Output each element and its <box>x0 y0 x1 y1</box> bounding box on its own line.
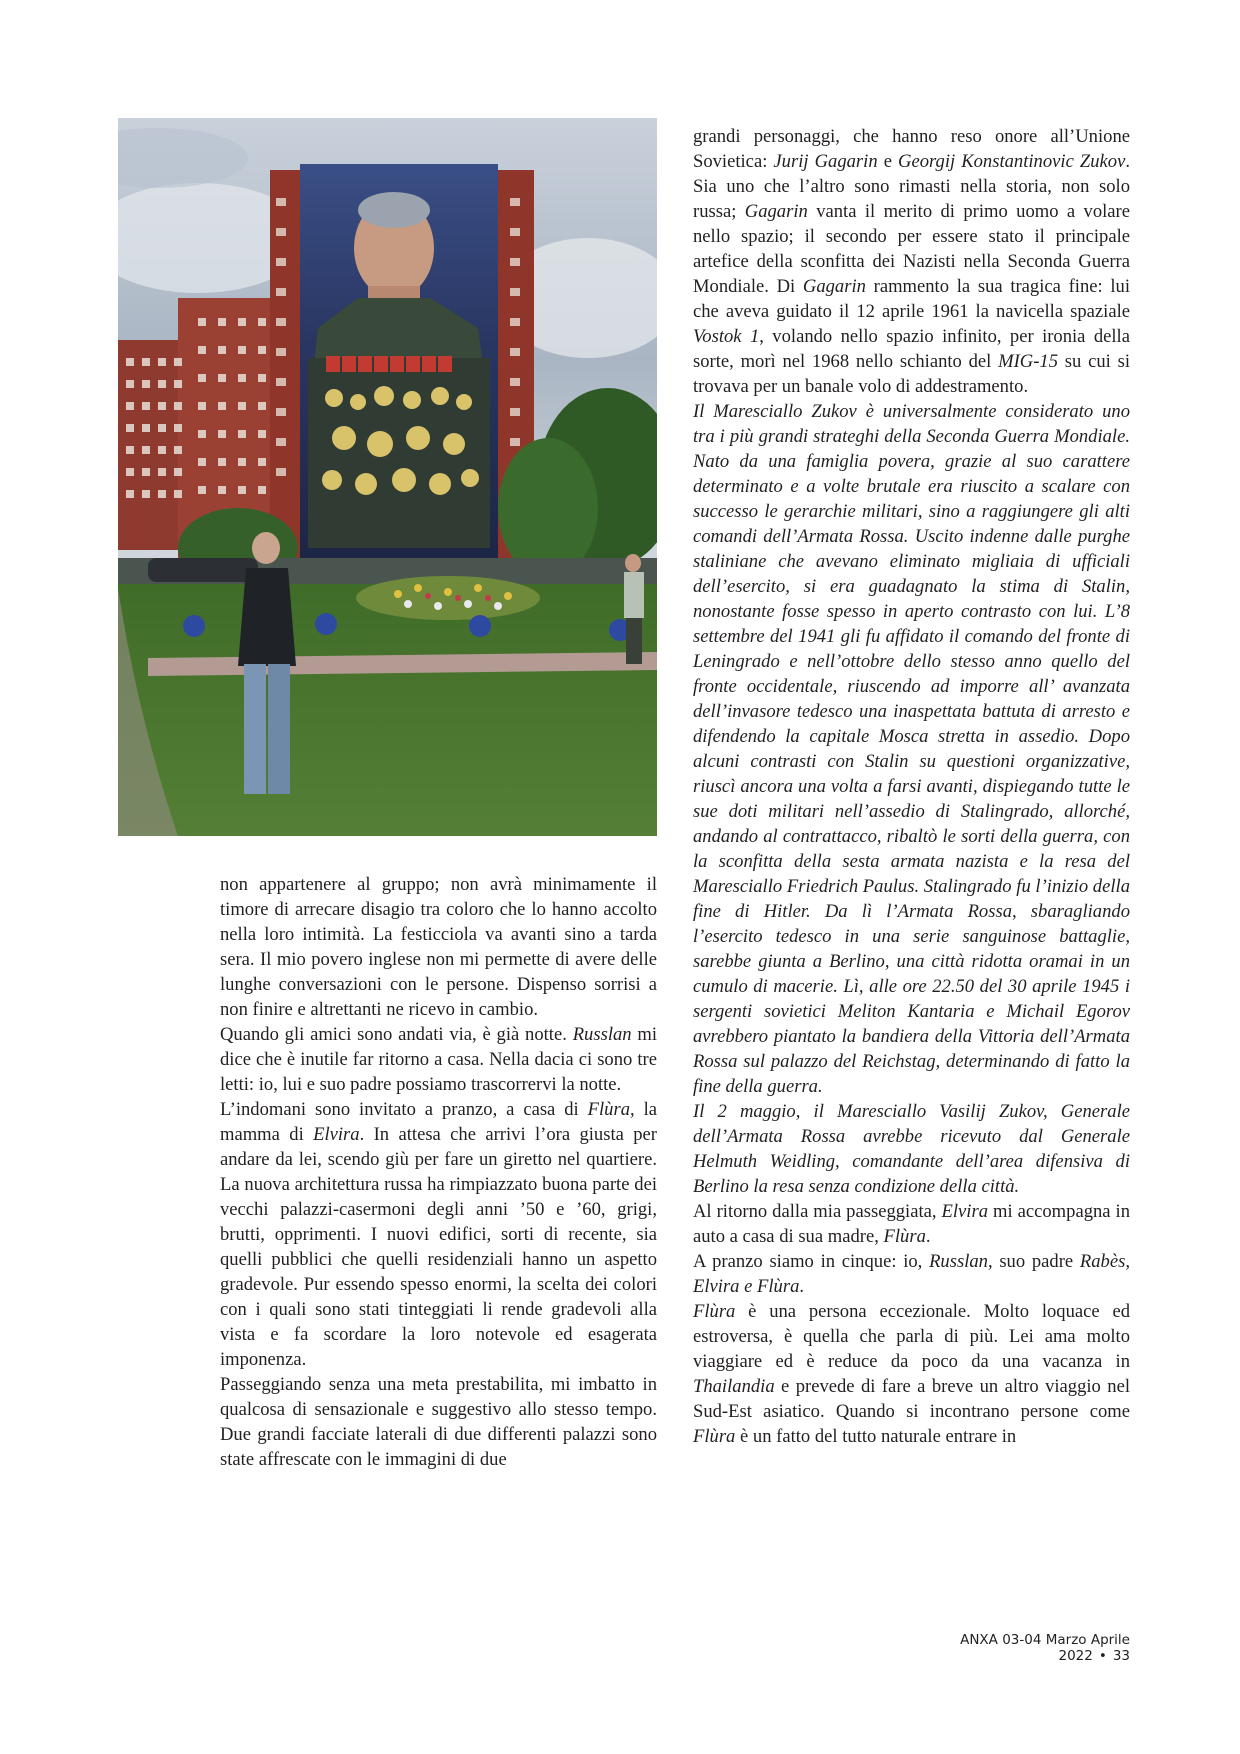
page-footer <box>888 1632 1130 1664</box>
text-column-left <box>220 872 657 1472</box>
text-column-right <box>693 124 1130 1449</box>
mural-photo-illustration <box>118 118 657 836</box>
paragraph: Al ritorno dalla mia passeggiata, Elvira mi accompagna in auto a casa di sua madre, Flùra. <box>693 1201 1130 1247</box>
paragraph: non appartenere al gruppo; non avrà minimamente il timore di arrecare disagio tra coloro che lo hanno accolto nella loro intimità. La festicciola va avanti sino a tarda sera. Il mio povero inglese non mi permette di avere delle lunghe conversazioni con le persone. Dispenso sorrisi a non finire e altrettanti ne ricevo in cambio. <box>220 874 657 1020</box>
article-photo <box>118 118 657 836</box>
italic-paragraph: Il 2 maggio, il Maresciallo Vasilij Zukov, Generale dell’Armata Rossa avrebbe ricevuto dal Generale Helmuth Weidling, comandante dell’area difensiva di Berlino la resa senza condizione della città. <box>693 1101 1130 1197</box>
paragraph: A pranzo siamo in cinque: io, Russlan, suo padre Rabès, Elvira e Flùra. <box>693 1251 1130 1297</box>
paragraph: Quando gli amici sono andati via, è già notte. Russlan mi dice che è inutile far ritorno a casa. Nella dacia ci sono tre letti: io, lui e suo padre possiamo trascorrervi la notte. <box>220 1024 658 1095</box>
publication-label: ANXA 03-04 Marzo Aprile 2022 <box>960 1632 1130 1664</box>
page-number: 33 <box>1112 1648 1130 1664</box>
paragraph: grandi personaggi, che hanno reso onore all’Unione Sovietica: Jurij Gagarin e Georgij Konstantinovic Zukov. Sia uno che l’altro sono rimasti nella storia, non solo russa; Gagarin vanta il merito di primo uomo a volare nello spazio; il secondo per essere stato il principale artefice della sconfitta dei Nazisti nella Seconda Guerra Mondiale. Di Gagarin rammento la sua tragica fine: lui che aveva guidato il 12 aprile 1961 la navicella spaziale Vostok 1, volando nello spazio infinito, per ironia della sorte, morì nel 1968 nello schianto del MIG-15 su cui si trovava per un banale volo di addestramento. <box>693 126 1131 397</box>
paragraph: Flùra è una persona eccezionale. Molto loquace ed estroversa, è quella che parla di più. Lei ama molto viaggiare ed è reduce da poco da una vacanza in Thailandia e prevede di fare a breve un altro viaggio nel Sud-Est asiatico. Quando si incontrano persone come Flùra è un fatto del tutto naturale entrare in <box>693 1301 1130 1447</box>
italic-paragraph: Il Maresciallo Zukov è universalmente considerato uno tra i più grandi strateghi della Seconda Guerra Mondiale. Nato da una famiglia povera, grazie al suo carattere determinato e a volte brutale era riuscito a scalare con successo le gerarchie militari, sino a raggiungere gli alti comandi dell’Armata Rossa. Uscito indenne dalle purghe staliniane che avevano eliminato migliaia di ufficiali dell’esercito, si era guadagnato la stima di Stalin, nonostante fosse spesso in aperto contrasto con lui. L’8 settembre del 1941 gli fu affidato il comando del fronte di Leningrado e nell’ottobre dello stesso anno quello del fronte occidentale, riuscendo ad imporre all’ avanzata dell’invasore tedesco una inaspettata battuta di arresto e difendendo la capitale Mosca stretta in assedio. Dopo alcuni contrasti con Stalin su questioni organizzative, riuscì ancora una volta a farsi avanti, dispiegando tutte le sue doti militari nell’assedio di Stalingrado, allorché, andando al contrattacco, ribaltò le sorti della guerra, con la sconfitta della sesta armata nazista e la resa del Maresciallo Friedrich Paulus. Stalingrado fu l’inizio della fine di Hitler. Da lì l’Armata Rossa, sbaragliando l’esercito tedesco in una serie sanguinose battaglie, sarebbe giunta a Berlino, una città ridotta oramai in un cumulo di macerie. Lì, alle ore 22.50 del 30 aprile 1945 i sergenti sovietici Meliton Kantaria e Michail Egorov avrebbero piantato la bandiera della Vittoria dell’Armata Rossa sul palazzo del Reichstag, determinando di fatto la fine della guerra. <box>693 401 1130 1097</box>
paragraph: Passeggiando senza una meta prestabilita, mi imbatto in qualcosa di sensazionale e suggestivo allo stesso tempo. Due grandi facciate laterali di due differenti palazzi sono state affrescate con le immagini di due <box>220 1374 657 1470</box>
paragraph: L’indomani sono invitato a pranzo, a casa di Flùra, la mamma di Elvira. In attesa che arrivi l’ora giusta per andare da lei, scendo giù per fare un giretto nel quartiere. La nuova architettura russa ha rimpiazzato buona parte dei vecchi palazzi-casermoni degli anni ’50 e ’60, grigi, brutti, opprimenti. I nuovi edifici, sorti di recente, sia quelli pubblici che quelli residenziali hanno un aspetto gradevole. Pur essendo spesso enormi, la scelta dei colori con i quali sono stati tinteggiati li rende gradevoli alla vista e fa scordare la loro notevole ed esagerata imponenza. <box>220 1099 657 1370</box>
bullet-separator: • <box>1098 1648 1107 1664</box>
